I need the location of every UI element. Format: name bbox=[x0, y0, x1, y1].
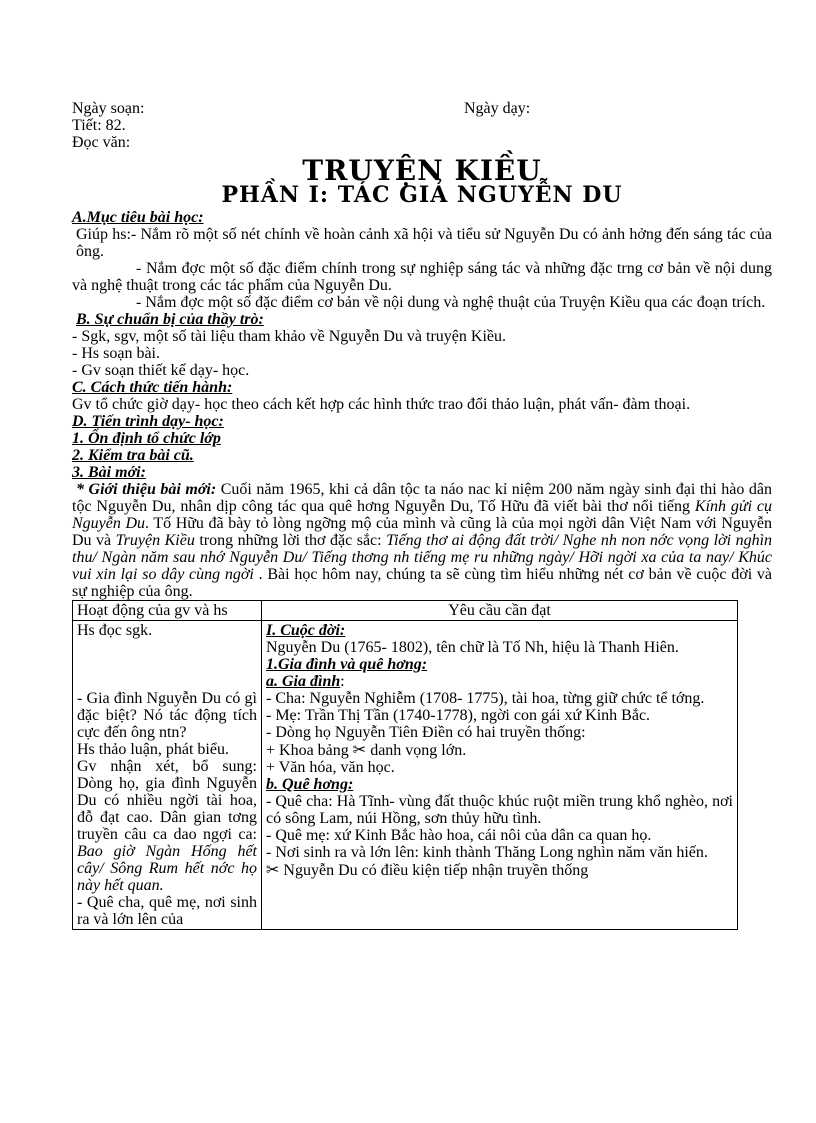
right-l8: - Nơi sinh ra và lớn lên: kinh thành Thăng Long nghìn năm văn hiến. bbox=[266, 844, 708, 861]
doc-van: Đọc văn: bbox=[72, 134, 131, 151]
right-l4 bbox=[266, 741, 733, 759]
title-sub: PHẦN I: TÁC GIẢ NGUYỄN DU bbox=[221, 182, 623, 208]
section-a-p1: Giúp hs:- Nắm rõ một số nét chính về hoàn cảnh xã hội và tiểu sử Nguyễn Du có ảnh hởng đến sáng tác của ông. bbox=[76, 226, 772, 260]
table-row bbox=[73, 621, 738, 930]
document-page bbox=[72, 100, 772, 930]
left-c: Hs thảo luận, phát biểu. bbox=[77, 741, 229, 758]
scissors-icon: ✂ bbox=[352, 740, 367, 759]
right-h3: a. Gia đình bbox=[266, 673, 341, 690]
right-l9-text: Nguyễn Du có điều kiện tiếp nhận truyền thống bbox=[279, 862, 589, 879]
lesson-table bbox=[72, 600, 738, 930]
left-b: - Gia đình Nguyễn Du có gì đặc biệt? Nó tác động tích cực đến ông ntn? bbox=[77, 690, 257, 741]
section-b-heading: B. Sự chuẩn bị của thầy trò: bbox=[76, 311, 264, 328]
scissors-icon-2: ✂ bbox=[266, 860, 280, 879]
title-main: TRUYỆN KIỀU bbox=[302, 154, 542, 187]
section-a-heading: A.Mục tiêu bài học: bbox=[72, 209, 204, 226]
intro-text-2: . Tố Hữu đã bày tỏ lòng ngỡng mộ của mình và cũng là của mọi ngời dân Việt Nam với Nguyễn Du và bbox=[72, 515, 772, 549]
section-b-item-1: - Sgk, sgv, một số tài liệu tham khảo về Nguyễn Du và truyện Kiều. bbox=[72, 328, 506, 345]
section-b-item-2: - Hs soạn bài. bbox=[72, 345, 160, 362]
section-d-step-1: 1. Ổn định tổ chức lớp bbox=[72, 430, 221, 447]
col2-header: Yêu cầu cần đạt bbox=[262, 601, 738, 621]
section-a-p3: - Nắm đợc một số đặc điểm cơ bản về nội dung và nghệ thuật của Truyện Kiều qua các đoạn trích. bbox=[136, 294, 766, 311]
col1-header: Hoạt động của gv và hs bbox=[73, 601, 262, 621]
intro-text-1: Cuối năm 1965, khi cả dân tộc ta náo nac kỉ niệm 200 năm ngày sinh đại thi hào dân tộc Nguyễn Du, nhân dịp công tác qua quê hơng Nguyễn Du, Tố Hữu đã viết bài thơ nổi tiếng bbox=[72, 481, 772, 515]
right-l2: - Mẹ: Trần Thị Tần (1740-1778), ngời con gái xứ Kinh Bắc. bbox=[266, 707, 651, 724]
right-l4b: danh vọng lớn. bbox=[366, 742, 467, 759]
left-e: - Quê cha, quê mẹ, nơi sinh ra và lớn lên của bbox=[77, 894, 257, 928]
section-d-heading: D. Tiến trình dạy- học: bbox=[72, 413, 224, 430]
intro-poem: Tiếng thơ ai động đất trời/ Nghe nh non nớc vọng lời nghìn thu/ Ngàn năm sau nhớ Nguyễn Du/ Tiếng thơng nh tiếng mẹ ru những ngày/ Hỡi ngời xa của ta nay/ Khúc vui xin lại so dây cùng ngời bbox=[72, 532, 773, 583]
right-l1: - Cha: Nguyễn Nghiễm (1708- 1775), tài hoa, từng giữ chức tể tớng. bbox=[266, 690, 705, 707]
table-header-row bbox=[73, 601, 738, 621]
left-d bbox=[77, 758, 257, 894]
left-a: Hs đọc sgk. bbox=[77, 622, 153, 639]
intro-italic-1: Kính gửi cụ Nguyễn Du bbox=[72, 498, 773, 532]
right-l6: - Quê cha: Hà Tĩnh- vùng đất thuộc khúc ruột miền trung khổ nghèo, nơi có sông Lam, núi Hồng, sơn thủy hữu tình. bbox=[266, 793, 733, 827]
intro-label: * Giới thiệu bài mới: bbox=[76, 481, 217, 498]
right-l9 bbox=[266, 861, 733, 879]
right-h1: I. Cuộc đời: bbox=[266, 622, 346, 639]
section-a-p2: - Nắm đợc một số đặc điểm chính trong sự nghiệp sáng tác và những đặc trng cơ bản về nội dung và nghệ thuật trong các tác phẩm của Nguyễn Du. bbox=[72, 260, 772, 294]
section-c-text: Gv tổ chức giờ dạy- học theo cách kết hợp các hình thức trao đổi thảo luận, phát vấn- đàm thoại. bbox=[72, 396, 691, 413]
intro-paragraph bbox=[72, 481, 772, 600]
right-l5: + Văn hóa, văn học. bbox=[266, 759, 395, 776]
right-h2: 1.Gia đình và quê hơng: bbox=[266, 656, 428, 673]
section-d-step-3: 3. Bài mới: bbox=[72, 464, 146, 481]
tiet: Tiết: 82. bbox=[72, 117, 126, 134]
intro-text-3: trong những lời thơ đặc sắc: bbox=[194, 532, 387, 549]
right-h3-wrap bbox=[266, 673, 733, 690]
right-p1: Nguyễn Du (1765- 1802), tên chữ là Tố Nh, hiệu là Thanh Hiên. bbox=[266, 639, 679, 656]
right-l4a: + Khoa bảng bbox=[266, 742, 353, 759]
section-d-step-2: 2. Kiểm tra bài cũ. bbox=[72, 447, 194, 464]
section-c-heading: C. Cách thức tiến hành: bbox=[72, 379, 233, 396]
right-l7: - Quê mẹ: xứ Kinh Bắc hào hoa, cái nôi của dân ca quan họ. bbox=[266, 827, 652, 844]
right-l3: - Dòng họ Nguyễn Tiên Điền có hai truyền thống: bbox=[266, 724, 586, 741]
ngay-soan: Ngày soạn: bbox=[72, 100, 145, 117]
header-row bbox=[72, 100, 772, 117]
intro-italic-2: Truyện Kiều bbox=[115, 532, 195, 549]
ngay-day: Ngày dạy: bbox=[464, 100, 531, 117]
right-column bbox=[262, 621, 738, 930]
left-d-text: Gv nhận xét, bổ sung: Dòng họ, gia đình Nguyễn Du có nhiều ngời tài hoa, đỗ đạt cao. Dân gian tơng truyền câu ca dao ngợi ca: bbox=[77, 758, 257, 843]
section-b-item-3: - Gv soạn thiết kế dạy- học. bbox=[72, 362, 250, 379]
right-h4: b. Quê hơng: bbox=[266, 776, 354, 793]
left-column bbox=[73, 621, 262, 930]
right-h3-colon: : bbox=[340, 673, 345, 690]
intro-text-4: . Bài học hôm nay, chúng ta sẽ cùng tìm hiểu những nét cơ bản về cuộc đời và sự nghiệp của ông. bbox=[72, 566, 773, 600]
left-d-verse: Bao giờ Ngàn Hống hết cây/ Sông Rum hết nớc họ này hết quan. bbox=[77, 843, 257, 894]
